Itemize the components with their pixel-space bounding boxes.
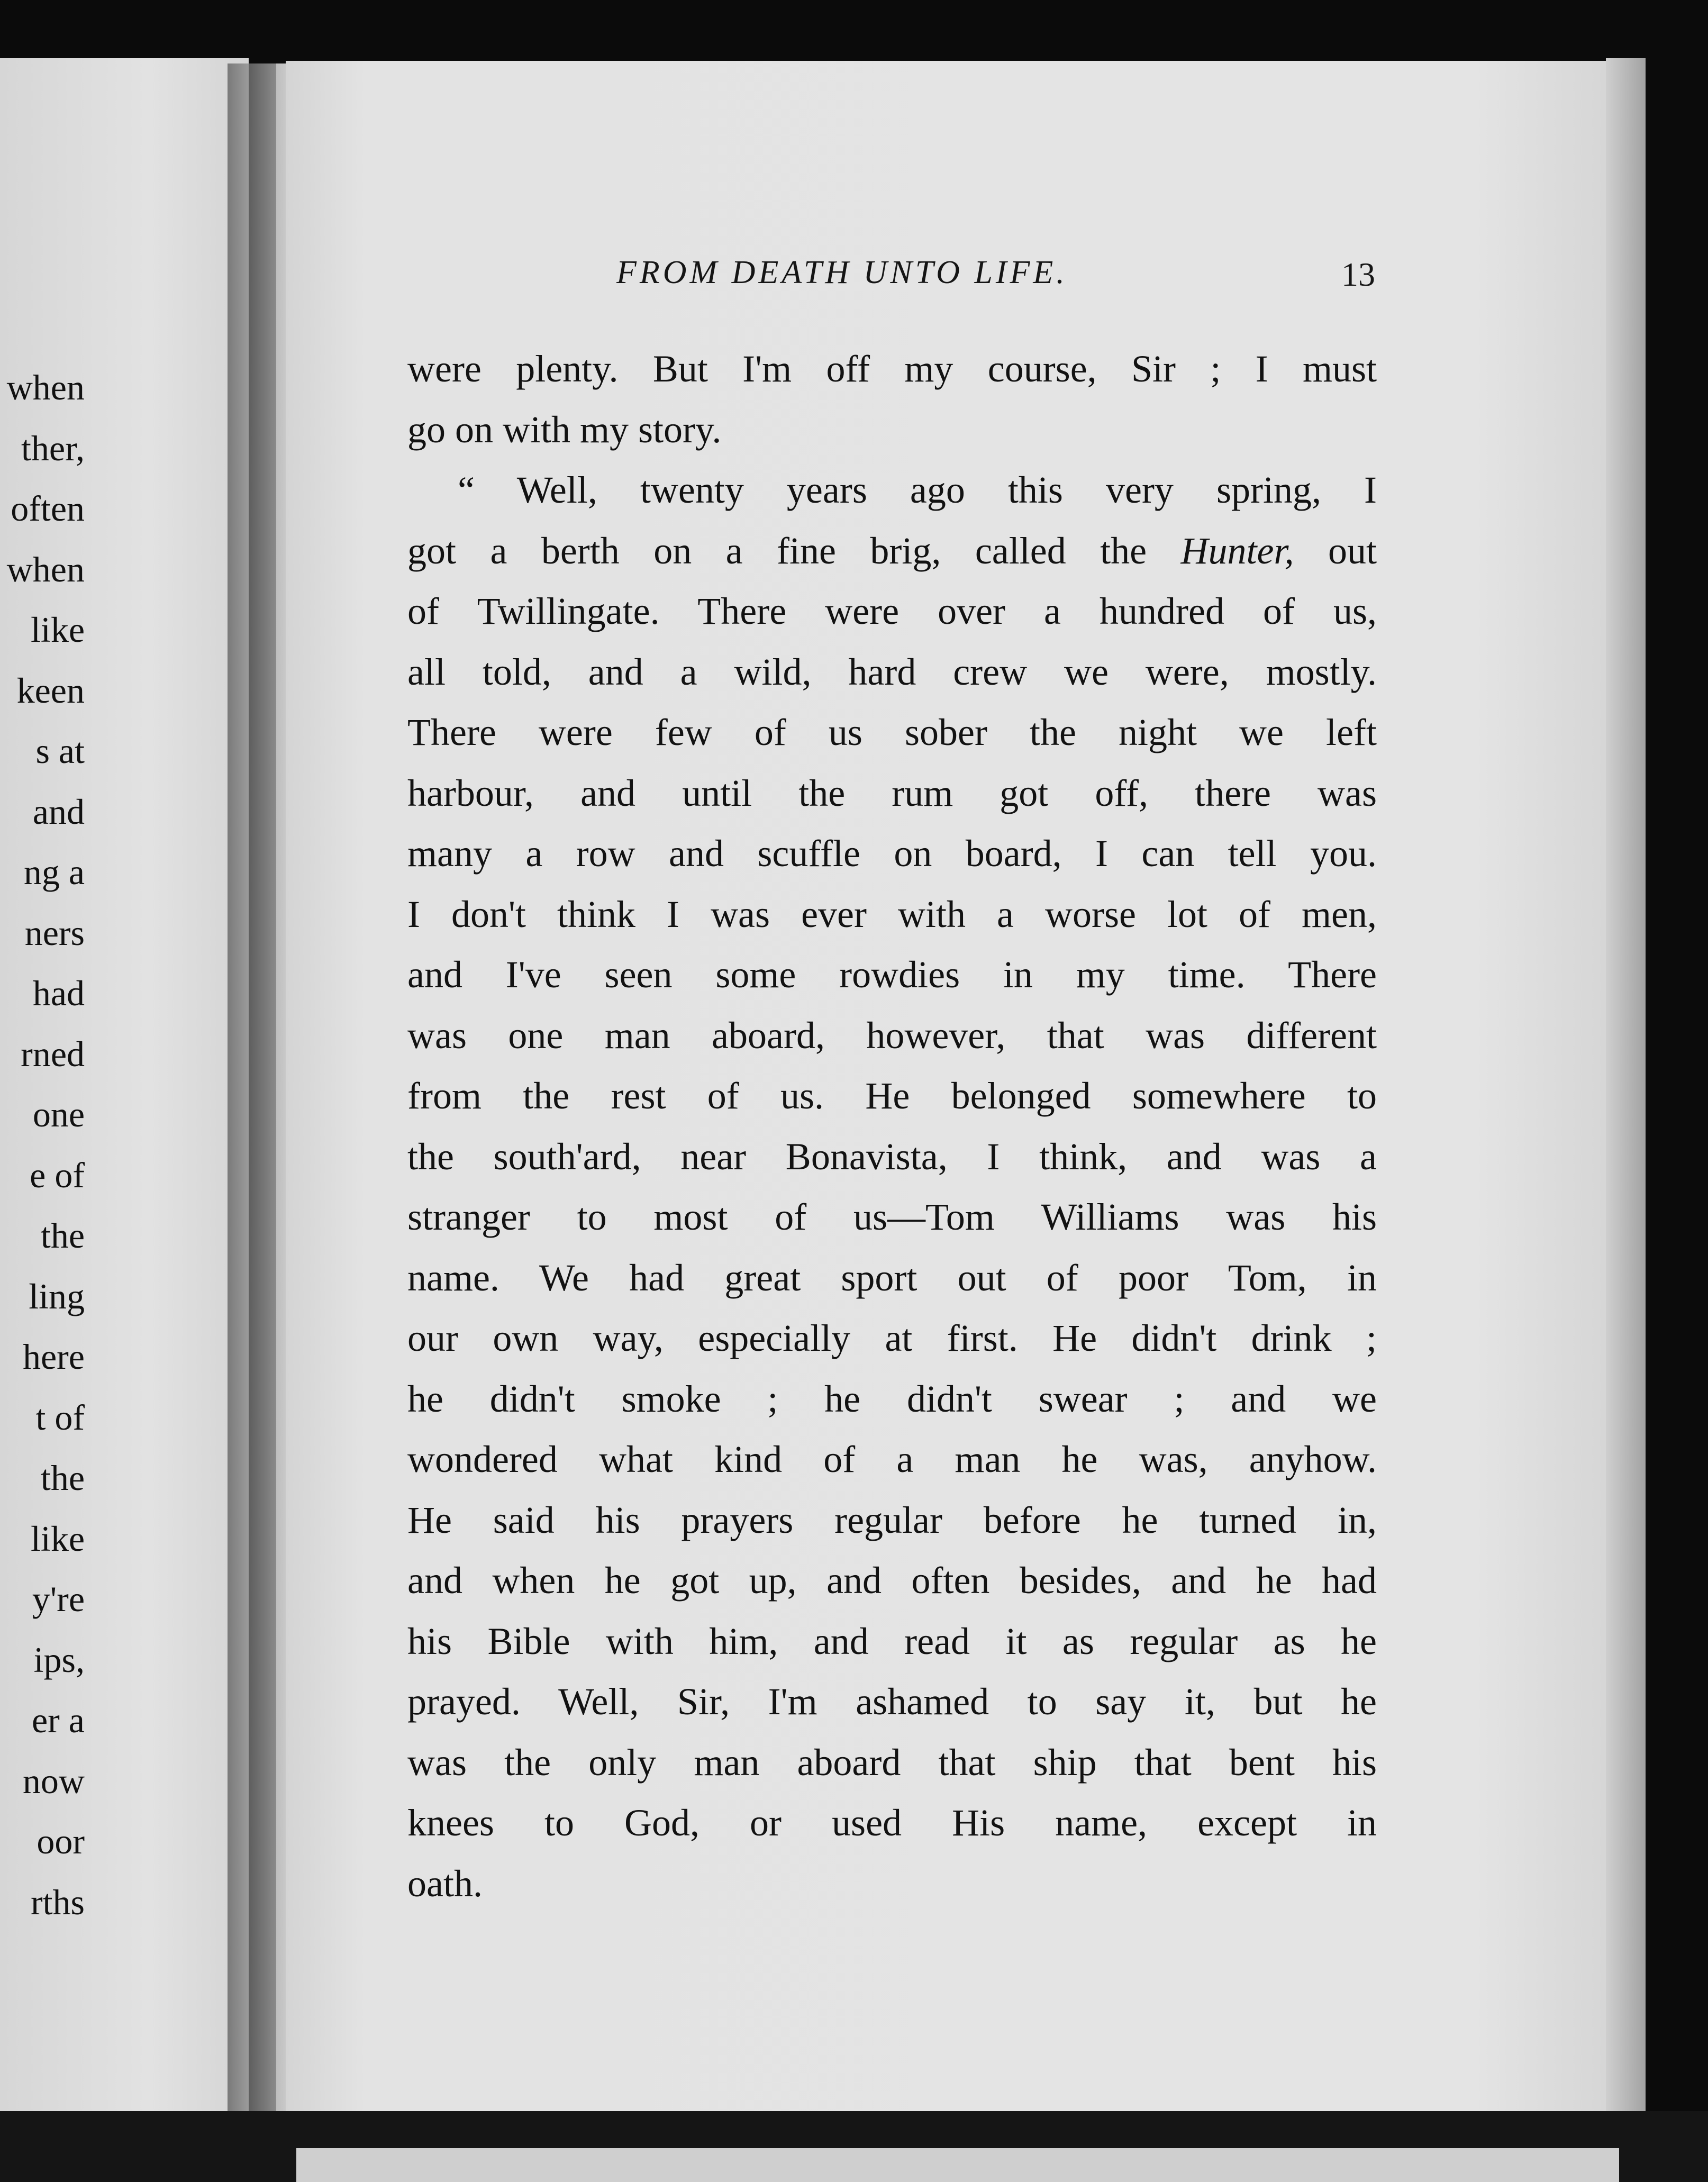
text-line: and I've seen some rowdies in my time. There (407, 953, 1377, 996)
text-line: he didn't smoke ; he didn't swear ; and we (407, 1377, 1377, 1420)
text-line: oath. (407, 1862, 483, 1905)
text-line: many a row and scuffle on board, I can tell you. (407, 832, 1377, 875)
previous-page-line: one (32, 1094, 85, 1134)
previous-page-line: the (40, 1215, 85, 1256)
previous-page-line: here (22, 1337, 85, 1377)
text-line: of Twillingate. There were over a hundred of us, (407, 590, 1377, 632)
previous-page-line: y're (32, 1579, 85, 1619)
book-spine-shadow (249, 63, 276, 2127)
previous-page-line: ips, (33, 1639, 85, 1680)
text-segment: got a berth on a fine brig, called the (407, 529, 1181, 572)
text-line: I don't think I was ever with a worse lot of men, (407, 893, 1377, 935)
text-line: He said his prayers regular before he turned in, (407, 1498, 1377, 1541)
previous-page-text (0, 357, 85, 1932)
text-line: the south'ard, near Bonavista, I think, and was a (407, 1135, 1377, 1178)
page-body-text (407, 339, 1377, 1914)
text-line: prayed. Well, Sir, I'm ashamed to say it, but he (407, 1680, 1377, 1723)
previous-page-line: ther, (21, 428, 85, 468)
previous-page-line: now (22, 1760, 85, 1801)
next-page-edge (296, 2148, 1619, 2182)
previous-page-line: e of (30, 1154, 85, 1195)
previous-page-line: er a (31, 1700, 85, 1740)
text-line: were plenty. But I'm off my course, Sir ; I must (407, 348, 1377, 390)
text-line: “ Well, twenty years ago this very spring, I (458, 469, 1377, 511)
page-edge (1606, 58, 1646, 2122)
text-line (407, 521, 1377, 581)
text-line: was one man aboard, however, that was different (407, 1014, 1377, 1057)
text-line: go on with my story. (407, 408, 722, 451)
page-number: 13 (1341, 256, 1375, 293)
text-line: name. We had great sport out of poor Tom, in (407, 1256, 1377, 1299)
text-line: knees to God, or used His name, except in (407, 1802, 1377, 1844)
previous-page-line: t of (35, 1397, 85, 1438)
text-line: wondered what kind of a man he was, anyhow. (407, 1438, 1377, 1480)
text-line: There were few of us sober the night we left (407, 711, 1377, 753)
previous-page-line: like (31, 610, 85, 650)
previous-page-line: ng a (23, 852, 85, 892)
previous-page-line: rned (21, 1033, 85, 1074)
text-segment: out (1294, 529, 1377, 572)
text-line: was the only man aboard that ship that bent his (407, 1741, 1377, 1784)
previous-page-line: s at (35, 731, 85, 771)
previous-page-line: the (40, 1458, 85, 1498)
ship-name-italic: Hunter, (1180, 529, 1294, 572)
text-line: our own way, especially at first. He didn't drink ; (407, 1317, 1377, 1359)
text-line: from the rest of us. He belonged somewhere to (407, 1075, 1377, 1117)
previous-page-line: like (31, 1518, 85, 1559)
previous-page-line: had (32, 973, 85, 1013)
previous-page-line: ners (24, 912, 85, 953)
text-line: all told, and a wild, hard crew we were, mostly. (407, 650, 1377, 693)
previous-page (0, 58, 249, 2122)
running-head: FROM DEATH UNTO LIFE. (616, 254, 1068, 290)
previous-page-line: when (6, 367, 85, 407)
previous-page-line: when (6, 549, 85, 589)
previous-page-line: and (32, 791, 85, 832)
text-line: stranger to most of us—Tom Williams was his (407, 1196, 1377, 1238)
text-line: and when he got up, and often besides, and he had (407, 1559, 1377, 1602)
previous-page-line: often (11, 488, 85, 529)
previous-page-line: oor (37, 1821, 85, 1861)
text-line: harbour, and until the rum got off, there was (407, 771, 1377, 814)
previous-page-line: keen (16, 670, 85, 711)
previous-page-line: rths (31, 1881, 85, 1922)
text-line: his Bible with him, and read it as regular as he (407, 1620, 1377, 1662)
previous-page-line: ling (29, 1276, 85, 1316)
